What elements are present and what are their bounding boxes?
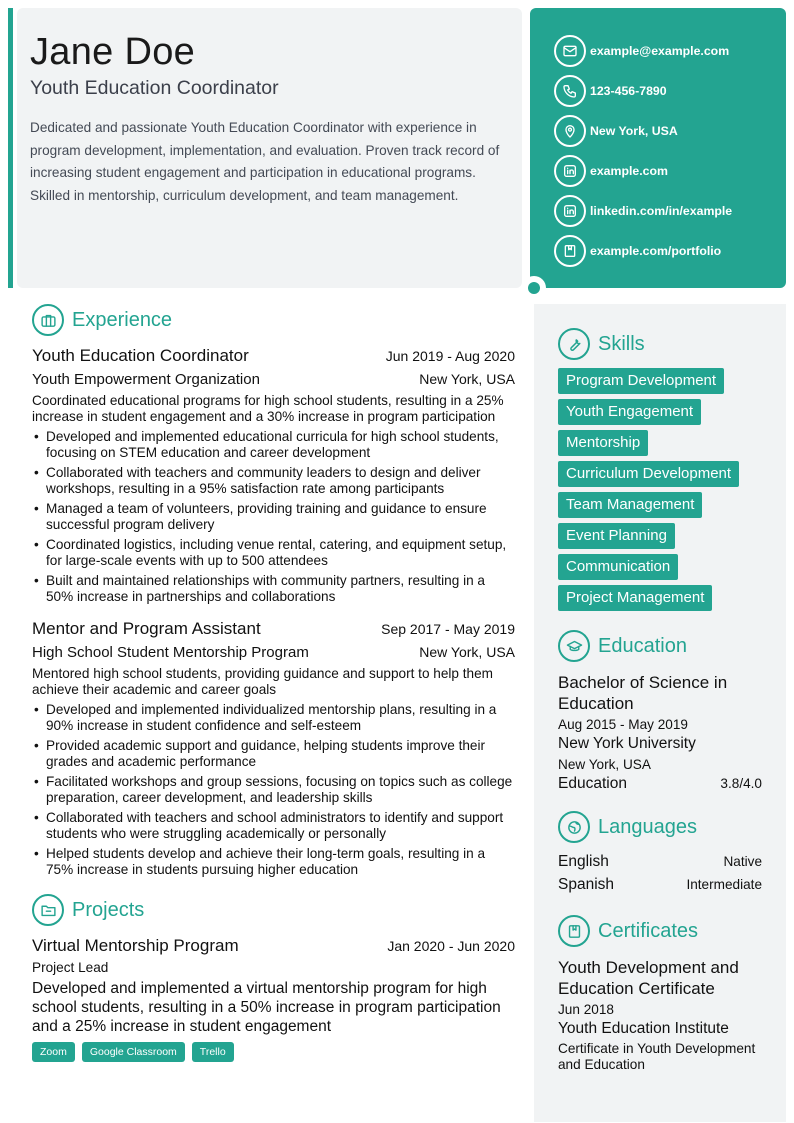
projects-heading xyxy=(32,894,515,926)
skills-list xyxy=(558,368,762,616)
job-entry-2 xyxy=(32,619,515,878)
list-item: • Provided academic support and guidance, helping students improve their grades and academic performance xyxy=(32,738,515,770)
languages-heading xyxy=(558,811,762,843)
skills-heading xyxy=(558,328,762,360)
summary-text: Dedicated and passionate Youth Education Coordinator with experience in program development, implementation, and evaluation. Proven track record of increasing student engagement and participation in educational programs. Skilled in mentorship, curriculum development, and team management. xyxy=(30,120,500,203)
skill-badge: Program Development xyxy=(558,368,724,394)
certificate-title: Youth Development and Education Certificate xyxy=(558,958,739,998)
education-heading xyxy=(558,630,762,662)
folder-icon xyxy=(32,894,64,926)
header-accent-bar xyxy=(8,8,13,288)
phone-icon xyxy=(554,75,586,107)
contact-linkedin-text: linkedin.com/in/example xyxy=(590,204,733,218)
candidate-name: Jane Doe xyxy=(30,31,196,73)
contact-panel xyxy=(530,8,786,288)
list-item: • Collaborated with teachers and school administrators to identify and support students who were struggling academically or personally xyxy=(32,810,515,842)
project-title: Virtual Mentorship Program xyxy=(32,936,239,955)
list-item: • Facilitated workshops and group sessions, focusing on topics such as college preparation, career development, and leadership skills xyxy=(32,774,515,806)
linkedin-icon xyxy=(554,195,586,227)
language-row xyxy=(558,853,762,871)
education-title: Education xyxy=(598,634,687,657)
skill-badge: Youth Engagement xyxy=(558,399,701,425)
list-item: • Collaborated with teachers and community leaders to design and deliver workshops, resulting in a 95% satisfaction rate among participants xyxy=(32,465,515,497)
linkedin-icon xyxy=(554,155,586,187)
certificate-icon xyxy=(558,915,590,947)
skill-badge: Team Management xyxy=(558,492,702,518)
skill-badge: Curriculum Development xyxy=(558,461,739,487)
contact-phone[interactable] xyxy=(530,71,786,111)
tag: Trello xyxy=(192,1042,234,1062)
contact-linkedin[interactable] xyxy=(530,191,786,231)
graduation-cap-icon xyxy=(558,630,590,662)
experience-heading xyxy=(32,304,515,336)
job-org: High School Student Mentorship Program xyxy=(32,644,309,661)
job-date: Jun 2019 - Aug 2020 xyxy=(385,348,515,364)
language-row xyxy=(558,876,762,894)
language-name: Spanish xyxy=(558,876,615,893)
languages-list xyxy=(558,853,762,894)
job-org: Youth Empowerment Organization xyxy=(32,371,260,388)
skill-badge: Project Management xyxy=(558,585,712,611)
candidate-title: Youth Education Coordinator xyxy=(30,77,279,99)
school-name: New York University xyxy=(558,735,696,752)
language-name: English xyxy=(558,853,609,870)
list-item: • Helped students develop and achieve their long-term goals, resulting in a 75% increase in students pursuing higher education xyxy=(32,846,515,878)
job-title: Mentor and Program Assistant xyxy=(32,619,261,638)
list-item: • Coordinated logistics, including venue rental, catering, and equipment setup, for large-scale events with up to 500 attendees xyxy=(32,537,515,569)
tag: Zoom xyxy=(32,1042,75,1062)
degree: Bachelor of Science in Education xyxy=(558,673,728,713)
list-item: • Managed a team of volunteers, providing training and guidance to ensure successful program delivery xyxy=(32,501,515,533)
certificate-issuer: Youth Education Institute xyxy=(558,1020,729,1037)
project-entry xyxy=(32,936,515,1062)
timeline-dot xyxy=(528,282,540,294)
mail-icon xyxy=(554,35,586,67)
contact-location-text: New York, USA xyxy=(590,124,678,138)
language-level: Native xyxy=(723,854,762,869)
job-date: Sep 2017 - May 2019 xyxy=(381,621,515,637)
job-bullets xyxy=(32,429,515,605)
job-title: Youth Education Coordinator xyxy=(32,346,249,365)
skills-title: Skills xyxy=(598,332,645,355)
list-item: • Developed and implemented individualized mentorship plans, resulting in a 90% increase in student confidence and self-esteem xyxy=(32,702,515,734)
header-panel xyxy=(17,8,522,288)
tag: Google Classroom xyxy=(82,1042,185,1062)
education-entry xyxy=(558,672,762,793)
contact-portfolio[interactable] xyxy=(530,231,786,271)
contact-phone-text: 123-456-7890 xyxy=(590,84,667,98)
education-field: Education xyxy=(558,775,627,792)
skill-badge: Mentorship xyxy=(558,430,648,456)
projects-title: Projects xyxy=(72,898,145,921)
project-tags xyxy=(32,1042,515,1062)
certificates-title: Certificates xyxy=(598,919,699,942)
certificate-description: Certificate in Youth Development and Education xyxy=(558,1041,756,1072)
job-description: Coordinated educational programs for high school students, resulting in a 25% increase in student engagement and a 30% increase in program participation xyxy=(32,393,504,424)
sidebar-column xyxy=(534,304,786,1122)
main-column xyxy=(32,304,515,1062)
skill-badge: Communication xyxy=(558,554,678,580)
project-role: Project Lead xyxy=(32,960,109,975)
contact-website-text: example.com xyxy=(590,164,668,178)
location-pin-icon xyxy=(554,115,586,147)
certificate-entry xyxy=(558,957,762,1073)
skill-badge: Event Planning xyxy=(558,523,675,549)
gpa: 3.8/4.0 xyxy=(720,776,762,791)
certificate-date: Jun 2018 xyxy=(558,1002,614,1017)
list-item: • Built and maintained relationships with community partners, resulting in a 50% increase in partnerships and collaborations xyxy=(32,573,515,605)
globe-icon xyxy=(558,811,590,843)
list-item: • Developed and implemented educational curricula for high school students, focusing on STEM education and career development xyxy=(32,429,515,461)
project-description: Developed and implemented a virtual mentorship program for high school students, resulting in a 50% increase in program participation and a 25% increase in student engagement xyxy=(32,980,501,1035)
education-date: Aug 2015 - May 2019 xyxy=(558,717,688,732)
job-location: New York, USA xyxy=(419,371,515,387)
contact-location xyxy=(530,111,786,151)
experience-title: Experience xyxy=(72,308,173,331)
certificates-heading xyxy=(558,915,762,947)
wrench-icon xyxy=(558,328,590,360)
languages-title: Languages xyxy=(598,815,697,838)
portfolio-icon xyxy=(554,235,586,267)
contact-email-text: example@example.com xyxy=(590,44,730,58)
contact-website[interactable] xyxy=(530,151,786,191)
briefcase-icon xyxy=(32,304,64,336)
contact-portfolio-text: example.com/portfolio xyxy=(590,244,722,258)
language-level: Intermediate xyxy=(686,877,762,892)
project-date: Jan 2020 - Jun 2020 xyxy=(387,938,515,954)
job-entry-1 xyxy=(32,346,515,605)
school-location: New York, USA xyxy=(558,757,651,772)
contact-email[interactable] xyxy=(530,31,786,71)
job-location: New York, USA xyxy=(419,644,515,660)
job-description: Mentored high school students, providing guidance and support to help them achieve their academic and career goals xyxy=(32,666,493,697)
job-bullets xyxy=(32,702,515,878)
